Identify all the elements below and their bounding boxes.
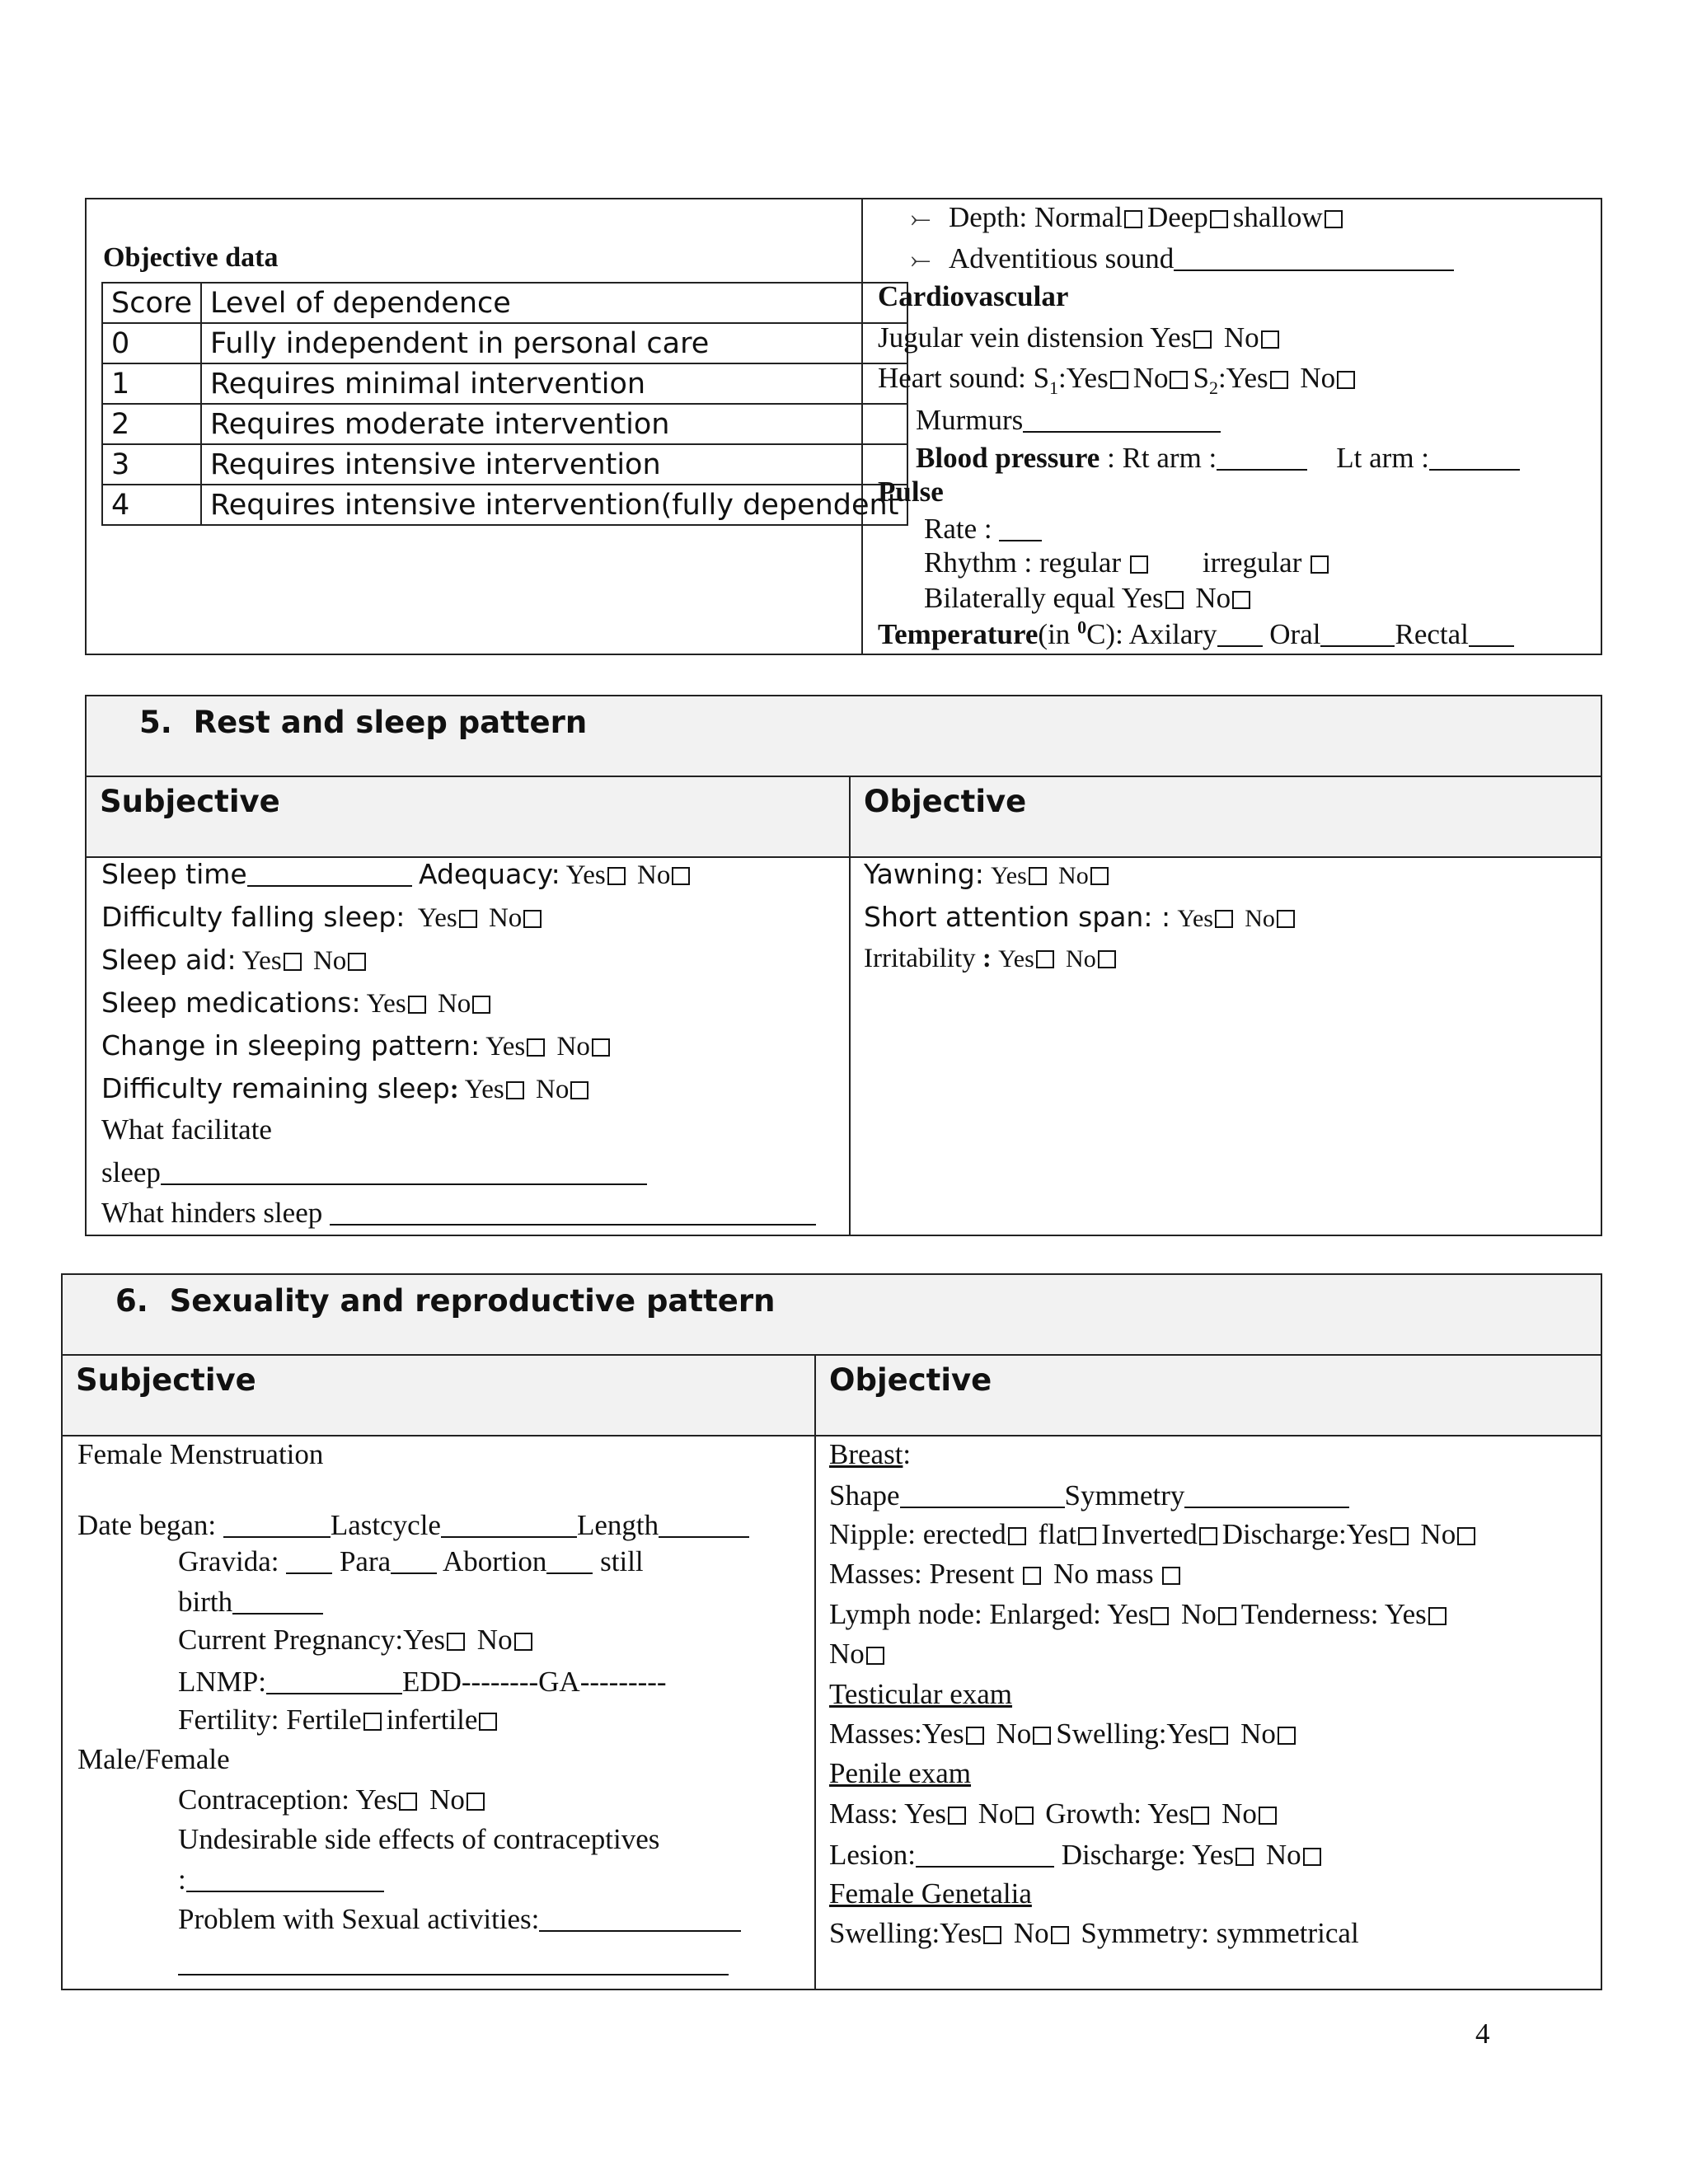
section5-title-text: Rest and sleep pattern — [193, 705, 588, 740]
lesion-row — [829, 1837, 1326, 1872]
objective-header: Objective — [829, 1362, 992, 1398]
no-label: No — [1221, 1797, 1257, 1830]
s1-yes-checkbox[interactable] — [1110, 371, 1128, 389]
rectal-input[interactable] — [1469, 616, 1514, 647]
sleep-aid-row — [101, 944, 371, 977]
contraception-no-checkbox[interactable] — [467, 1793, 485, 1811]
s2-no-checkbox[interactable] — [1337, 371, 1355, 389]
edd-ga-label: EDD--------GA--------- — [401, 1666, 667, 1698]
masses-label: Masses: Present — [829, 1558, 1022, 1590]
bilateral-no-label: No — [1195, 582, 1231, 614]
section5-subjective-header — [87, 777, 849, 858]
infertile-label: infertile — [386, 1704, 478, 1736]
discharge-yes-checkbox[interactable] — [1390, 1527, 1409, 1545]
depth-row — [911, 201, 1348, 234]
axilary-input[interactable] — [1217, 616, 1263, 647]
yes-label: Yes — [998, 945, 1034, 972]
adventitious-input[interactable] — [1174, 241, 1454, 271]
table-row — [102, 323, 907, 363]
genetalia-symmetry-label: Symmetry: symmetrical — [1081, 1917, 1359, 1949]
current-pregnancy-yes-checkbox[interactable] — [447, 1633, 465, 1651]
facilitate-row — [101, 1113, 272, 1146]
growth-label: Growth: Yes — [1045, 1797, 1190, 1830]
page-number: 4 — [1475, 2018, 1490, 2050]
score-cell: 2 — [102, 404, 201, 444]
infertile-checkbox[interactable] — [479, 1713, 497, 1731]
birth-row — [178, 1584, 323, 1619]
yes-label: Yes — [991, 862, 1027, 889]
inverted-label: Inverted — [1101, 1518, 1198, 1550]
colon: : — [178, 1863, 186, 1896]
depth-normal-checkbox[interactable] — [1124, 210, 1142, 228]
s2-yes-label: :Yes — [1217, 362, 1268, 394]
yawning-label: Yawning: — [864, 858, 984, 890]
sleep-aid-label: Sleep aid: — [101, 944, 237, 976]
short-attention-yes-checkbox[interactable] — [1215, 910, 1233, 928]
no-mass-label: No mass — [1053, 1558, 1161, 1590]
gravida-label: Gravida: — [178, 1545, 287, 1577]
nipple-inverted-checkbox[interactable] — [1199, 1527, 1217, 1545]
difficulty-remaining-no-checkbox[interactable] — [570, 1081, 588, 1099]
female-genetalia-title: Female Genetalia — [829, 1877, 1032, 1910]
yes-label: Yes — [485, 1032, 526, 1062]
testicular-masses-row — [829, 1718, 1301, 1750]
rectal-label: Rectal — [1395, 618, 1469, 650]
temp-unit-open: (in — [1038, 618, 1078, 650]
yawning-yes-checkbox[interactable] — [1029, 867, 1047, 885]
difficulty-falling-no-checkbox[interactable] — [523, 910, 542, 928]
penile-exam-title: Penile exam — [829, 1757, 972, 1789]
sleep-meds-yes-checkbox[interactable] — [408, 996, 426, 1014]
no-label: No — [829, 1638, 865, 1670]
lymph-no-checkbox[interactable] — [1218, 1607, 1236, 1625]
rhythm-row — [924, 546, 1334, 579]
male-female: Male/Female — [77, 1743, 230, 1775]
objective-data-title: Objective data — [103, 242, 279, 273]
heart-sound-label: Heart sound: S — [878, 362, 1050, 394]
temperature-row — [878, 616, 1514, 651]
hinders-input[interactable] — [330, 1195, 816, 1226]
sleep-meds-label: Sleep medications: — [101, 987, 361, 1019]
penile-discharge-yes-checkbox[interactable] — [1236, 1848, 1254, 1866]
score-cell: 1 — [102, 363, 201, 404]
adventitious-label: Adventitious sound — [949, 242, 1175, 274]
lnmp-input[interactable] — [266, 1664, 402, 1694]
testicular-masses-label: Masses:Yes — [829, 1718, 964, 1750]
section6-title-text: Sexuality and reproductive pattern — [169, 1283, 776, 1319]
jvd-row — [878, 321, 1284, 354]
colon: : — [449, 1075, 459, 1104]
abortion-label: Abortion — [442, 1545, 547, 1577]
testicular-exam-title: Testicular exam — [829, 1678, 1013, 1710]
rate-input[interactable] — [999, 511, 1042, 541]
flat-label: flat — [1038, 1518, 1077, 1550]
depth-deep-label: Deep — [1146, 201, 1208, 233]
hinders-label: What hinders sleep — [101, 1197, 330, 1229]
penile-discharge-label: Discharge: Yes — [1061, 1839, 1235, 1871]
bp-rt-input[interactable] — [1217, 440, 1307, 471]
table-row — [102, 444, 907, 485]
level-cell: Requires intensive intervention — [201, 444, 907, 485]
level-cell: Requires intensive intervention(fully dependent — [201, 485, 907, 525]
problem-sexual-line-2[interactable] — [178, 1974, 729, 1975]
hinders-row — [101, 1195, 816, 1230]
nipple-erected-checkbox[interactable] — [1008, 1527, 1026, 1545]
bp-lt-label: Lt arm : — [1336, 442, 1430, 474]
shape-row — [829, 1478, 1349, 1512]
section4-container — [85, 198, 1602, 655]
section6-number: 6. — [115, 1283, 148, 1319]
sleep-meds-row — [101, 987, 495, 1019]
tenderness-yes-checkbox[interactable] — [1428, 1607, 1447, 1625]
yawning-row — [864, 858, 1114, 891]
objective-header: Objective — [864, 784, 1027, 819]
adequacy-yes-checkbox[interactable] — [607, 867, 626, 885]
no-label: No — [488, 903, 523, 933]
s2-subscript: 2 — [1208, 377, 1218, 398]
yes-label: Yes — [1177, 905, 1213, 932]
s1-subscript: 1 — [1049, 377, 1059, 398]
bp-rt-label: : Rt arm : — [1100, 442, 1217, 474]
date-began-row — [77, 1507, 749, 1542]
symmetry-input[interactable] — [1184, 1478, 1349, 1508]
difficulty-remaining-row — [101, 1072, 593, 1105]
murmurs-row — [916, 402, 1221, 437]
arrow-bullet-icon: ⤚ — [911, 246, 931, 274]
yes-label: Yes — [366, 989, 406, 1019]
level-cell: Requires moderate intervention — [201, 404, 907, 444]
side-effects-row-2 — [178, 1862, 384, 1896]
nipple-label: Nipple: erected — [829, 1518, 1006, 1550]
facilitate-label: What facilitate — [101, 1113, 272, 1146]
s1-no-checkbox[interactable] — [1170, 371, 1188, 389]
problem-sexual-row — [178, 1901, 741, 1936]
genetalia-swelling-no-checkbox[interactable] — [1051, 1926, 1069, 1944]
masses-row — [829, 1558, 1185, 1591]
no-label: No — [637, 860, 671, 890]
change-pattern-label: Change in sleeping pattern: — [101, 1029, 481, 1062]
date-began-input[interactable] — [223, 1507, 331, 1538]
current-pregnancy-row — [178, 1624, 537, 1657]
difficulty-remaining-label: Difficulty remaining sleep — [101, 1072, 450, 1104]
lastcycle-input[interactable] — [441, 1507, 577, 1538]
bilateral-label: Bilaterally equal Yes — [924, 582, 1164, 614]
bp-label: Blood pressure — [916, 442, 1100, 474]
short-attention-row — [864, 901, 1300, 934]
bilateral-row — [924, 582, 1255, 615]
s2-no-label: No — [1300, 362, 1336, 394]
s1-yes-label: :Yes — [1058, 362, 1109, 394]
penile-mass-label: Mass: Yes — [829, 1797, 946, 1830]
table-row — [102, 363, 907, 404]
jvd-no-label: No — [1223, 321, 1259, 354]
section6-objective-header — [814, 1356, 1601, 1436]
heart-sound-row — [878, 362, 1360, 399]
score-header: Score — [102, 283, 201, 323]
testicular-swelling-yes-checkbox[interactable] — [1210, 1727, 1228, 1745]
no-label: No — [476, 1624, 513, 1656]
table-row — [102, 485, 907, 525]
discharge-no-checkbox[interactable] — [1457, 1527, 1475, 1545]
difficulty-falling-yes-checkbox[interactable] — [459, 910, 477, 928]
rhythm-irregular-checkbox[interactable] — [1311, 555, 1329, 574]
irritability-no-checkbox[interactable] — [1098, 950, 1116, 968]
sleep-aid-no-checkbox[interactable] — [348, 953, 366, 971]
still-birth-input[interactable] — [232, 1584, 323, 1615]
cardiovascular-title: Cardiovascular — [878, 280, 1069, 312]
depth-shallow-checkbox[interactable] — [1325, 210, 1343, 228]
no-label: No — [996, 1718, 1032, 1750]
section6-subjective-header — [63, 1356, 814, 1436]
lymph-row — [829, 1598, 1451, 1631]
yes-label: Yes — [464, 1075, 504, 1104]
no-label: No — [1013, 1917, 1049, 1949]
short-attention-label: Short attention span: : — [864, 901, 1171, 933]
shape-label: Shape — [829, 1479, 900, 1511]
subjective-header: Subjective — [100, 784, 280, 819]
lastcycle-label: Lastcycle — [330, 1509, 441, 1541]
side-effects-label: Undesirable side effects of contraceptives — [178, 1823, 660, 1855]
sleep-aid-yes-checkbox[interactable] — [284, 953, 302, 971]
change-pattern-no-checkbox[interactable] — [592, 1038, 610, 1057]
change-pattern-yes-checkbox[interactable] — [527, 1038, 545, 1057]
symmetry-label: Symmetry — [1064, 1479, 1185, 1511]
current-pregnancy-label: Current Pregnancy:Yes — [178, 1624, 446, 1656]
s2-label: S — [1193, 362, 1209, 394]
yes-label: Yes — [417, 903, 457, 933]
yes-label: Yes — [241, 946, 282, 976]
section6-divider — [814, 1436, 816, 1989]
penile-mass-yes-checkbox[interactable] — [948, 1807, 966, 1825]
bp-row — [916, 440, 1520, 475]
fertility-row — [178, 1704, 502, 1736]
penile-mass-no-checkbox[interactable] — [1015, 1807, 1034, 1825]
side-effects-row — [178, 1823, 659, 1856]
sleep-time-input[interactable] — [247, 858, 412, 887]
still-label: still — [600, 1545, 644, 1577]
adventitious-row — [911, 241, 1454, 275]
sleep-time-row — [101, 858, 695, 891]
bilateral-yes-checkbox[interactable] — [1165, 591, 1184, 609]
murmurs-input[interactable] — [1023, 402, 1221, 433]
score-cell: 3 — [102, 444, 201, 485]
no-mass-checkbox[interactable] — [1162, 1567, 1180, 1585]
side-effects-input[interactable] — [186, 1862, 384, 1892]
testicular-masses-no-checkbox[interactable] — [1033, 1727, 1051, 1745]
section6-container — [61, 1273, 1602, 1990]
lymph-yes-checkbox[interactable] — [1151, 1607, 1169, 1625]
irregular-label: irregular — [1202, 546, 1302, 579]
growth-yes-checkbox[interactable] — [1191, 1807, 1209, 1825]
genetalia-swelling-yes-checkbox[interactable] — [983, 1926, 1001, 1944]
abortion-input[interactable] — [546, 1544, 593, 1574]
fertile-checkbox[interactable] — [363, 1713, 382, 1731]
sleep-time-label: Sleep time — [101, 858, 247, 890]
adequacy-no-checkbox[interactable] — [672, 867, 690, 885]
problem-sexual-input[interactable] — [539, 1901, 741, 1932]
no-label: No — [429, 1783, 465, 1816]
depth-deep-checkbox[interactable] — [1210, 210, 1228, 228]
lesion-label: Lesion: — [829, 1839, 916, 1871]
testicular-masses-yes-checkbox[interactable] — [966, 1727, 984, 1745]
no-label: No — [437, 989, 471, 1019]
irritability-yes-checkbox[interactable] — [1036, 950, 1054, 968]
irritability-row — [864, 944, 1121, 974]
no-label: No — [312, 946, 347, 976]
change-pattern-row — [101, 1029, 615, 1062]
section5-title — [139, 705, 587, 740]
current-pregnancy-no-checkbox[interactable] — [514, 1633, 532, 1651]
jvd-label: Jugular vein distension Yes — [878, 321, 1193, 354]
tenderness-no-row — [829, 1638, 889, 1671]
tenderness-label: Tenderness: Yes — [1240, 1598, 1427, 1630]
nipple-flat-checkbox[interactable] — [1078, 1527, 1096, 1545]
fertility-label: Fertility: Fertile — [178, 1704, 362, 1736]
genetalia-swelling-row — [829, 1917, 1359, 1950]
score-cell: 4 — [102, 485, 201, 525]
temp-unit-close: C): Axilary — [1086, 618, 1217, 650]
genetalia-swelling-label: Swelling:Yes — [829, 1917, 982, 1949]
level-header: Level of dependence — [201, 283, 907, 323]
date-began-label: Date began: — [77, 1509, 223, 1541]
birth-label: birth — [178, 1586, 233, 1618]
facilitate-row-2 — [101, 1155, 647, 1189]
contraception-label: Contraception: Yes — [178, 1783, 398, 1816]
swelling-label: Swelling:Yes — [1056, 1718, 1209, 1750]
no-label: No — [1180, 1598, 1217, 1630]
score-cell: 0 — [102, 323, 201, 363]
colon: : — [982, 944, 992, 973]
testicular-swelling-no-checkbox[interactable] — [1278, 1727, 1296, 1745]
penile-mass-row — [829, 1797, 1282, 1830]
irritability-label: Irritability — [864, 944, 982, 973]
subjective-header: Subjective — [76, 1362, 256, 1398]
difficulty-falling-label: Difficulty falling sleep: — [101, 901, 406, 933]
difficulty-remaining-yes-checkbox[interactable] — [506, 1081, 524, 1099]
temperature-label: Temperature — [878, 618, 1039, 650]
problem-sexual-label: Problem with Sexual activities: — [178, 1903, 540, 1935]
adequacy-label: Adequacy: — [418, 858, 560, 890]
no-label: No — [556, 1032, 590, 1062]
lnmp-row — [178, 1664, 667, 1699]
length-label: Length — [576, 1509, 659, 1541]
oral-label: Oral — [1269, 618, 1321, 650]
table-row — [102, 404, 907, 444]
jvd-no-checkbox[interactable] — [1261, 330, 1279, 349]
rhythm-regular-checkbox[interactable] — [1130, 555, 1148, 574]
no-label: No — [1420, 1518, 1456, 1550]
breast-label: Breast — [829, 1438, 903, 1470]
rate-row — [924, 511, 1042, 546]
score-table — [101, 282, 908, 526]
oral-input[interactable] — [1320, 616, 1395, 647]
no-label: No — [978, 1797, 1014, 1830]
colon: : — [903, 1438, 912, 1470]
section6-title — [115, 1283, 775, 1319]
tenderness-no-checkbox[interactable] — [866, 1647, 884, 1665]
para-label: Para — [339, 1545, 392, 1577]
growth-no-checkbox[interactable] — [1259, 1807, 1277, 1825]
level-cell: Fully independent in personal care — [201, 323, 907, 363]
bilateral-no-checkbox[interactable] — [1232, 591, 1250, 609]
facilitate-input[interactable] — [161, 1155, 647, 1185]
s1-no-label: No — [1132, 362, 1169, 394]
contraception-row — [178, 1783, 490, 1816]
section5-objective-header — [849, 777, 1601, 858]
short-attention-no-checkbox[interactable] — [1277, 910, 1295, 928]
gravida-row — [178, 1544, 644, 1578]
rhythm-label: Rhythm : regular — [924, 546, 1122, 579]
penile-discharge-no-checkbox[interactable] — [1303, 1848, 1321, 1866]
jvd-yes-checkbox[interactable] — [1193, 330, 1212, 349]
no-label: No — [1058, 862, 1089, 889]
sleep-meds-no-checkbox[interactable] — [472, 996, 490, 1014]
discharge-label: Discharge:Yes — [1221, 1518, 1389, 1550]
lnmp-label: LNMP: — [178, 1666, 266, 1698]
facilitate-label-2: sleep — [101, 1156, 161, 1188]
no-label: No — [1245, 905, 1275, 932]
depth-label: Depth: Normal — [949, 201, 1123, 233]
s2-yes-checkbox[interactable] — [1270, 371, 1288, 389]
pulse-title: Pulse — [878, 476, 944, 508]
degree-superscript: 0 — [1077, 616, 1087, 638]
level-cell: Requires minimal intervention — [201, 363, 907, 404]
contraception-yes-checkbox[interactable] — [399, 1793, 417, 1811]
section5-number: 5. — [139, 705, 172, 740]
gravida-input[interactable] — [286, 1544, 332, 1574]
section5-header — [87, 696, 1601, 777]
section5-container — [85, 695, 1602, 1236]
murmurs-label: Murmurs — [916, 404, 1024, 436]
section5-divider — [849, 858, 851, 1235]
length-input[interactable] — [659, 1507, 749, 1538]
nipple-row — [829, 1518, 1480, 1551]
no-label: No — [536, 1075, 570, 1104]
shape-input[interactable] — [900, 1478, 1065, 1508]
section6-header — [63, 1275, 1601, 1356]
lymph-label: Lymph node: Enlarged: Yes — [829, 1598, 1150, 1630]
depth-shallow-label: shallow — [1232, 201, 1323, 233]
female-menstruation: Female Menstruation — [77, 1438, 324, 1470]
table-row — [102, 283, 907, 323]
no-label: No — [1240, 1718, 1276, 1750]
no-label: No — [1265, 1839, 1301, 1871]
bp-lt-input[interactable] — [1429, 440, 1520, 471]
para-input[interactable] — [391, 1544, 437, 1574]
lesion-input[interactable] — [916, 1837, 1054, 1868]
no-label: No — [1066, 945, 1096, 972]
yes-label: Yes — [565, 860, 606, 890]
yawning-no-checkbox[interactable] — [1090, 867, 1109, 885]
difficulty-falling-row — [101, 901, 546, 934]
breast-row — [829, 1438, 911, 1471]
arrow-bullet-icon: ⤚ — [911, 204, 931, 233]
rate-label: Rate : — [924, 513, 992, 545]
masses-present-checkbox[interactable] — [1023, 1567, 1041, 1585]
